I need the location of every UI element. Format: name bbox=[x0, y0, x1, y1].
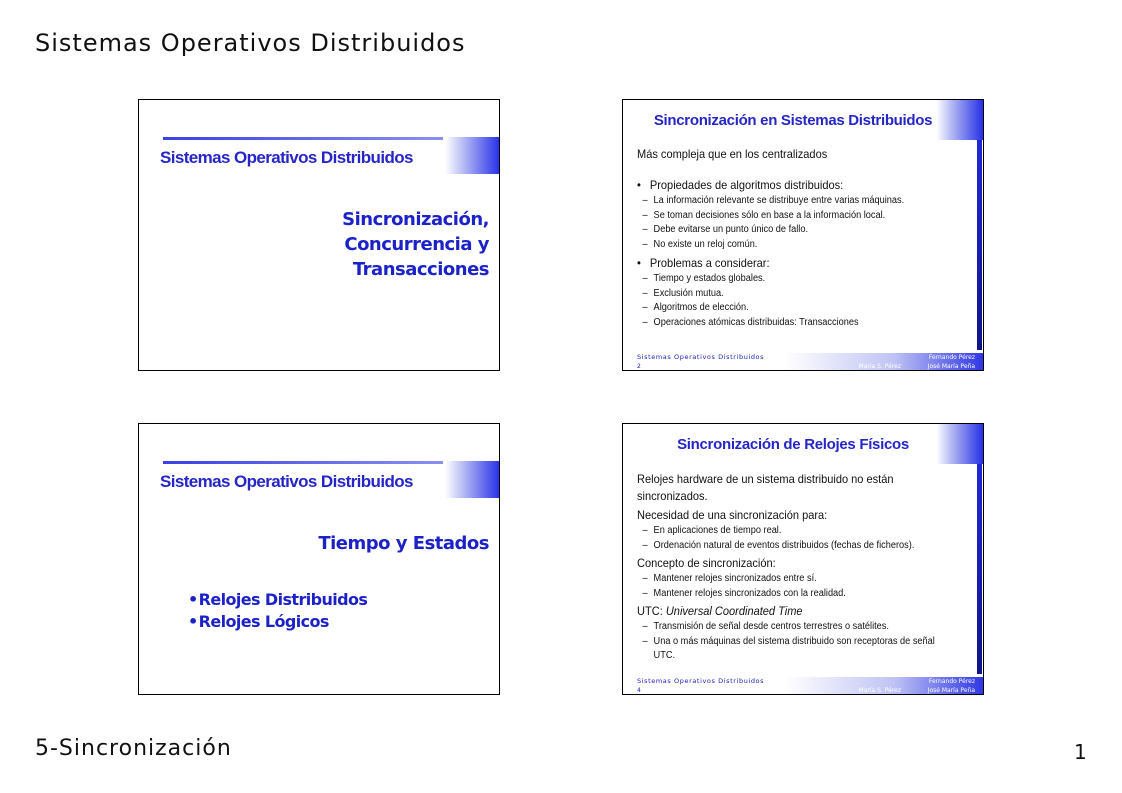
slide-thumbnail-2 bbox=[622, 99, 984, 371]
sub-item: – En aplicaciones de tiempo real. bbox=[637, 524, 944, 539]
slide-footer bbox=[623, 353, 983, 370]
sub-item: – Mantener relojes sincronizados con la realidad. bbox=[637, 587, 944, 602]
footer-author: Fernando Pérez bbox=[928, 678, 975, 685]
bullet-item: • Problemas a considerar: bbox=[637, 255, 944, 272]
slide-body bbox=[637, 471, 971, 664]
sub-item: – Mantener relojes sincronizados entre sí. bbox=[637, 572, 944, 587]
slide-thumbnail-4 bbox=[622, 423, 984, 695]
footer-author: María S. Pérez bbox=[858, 363, 901, 370]
footer-course: Sistemas Operativos Distribuidos bbox=[637, 677, 765, 685]
sub-item: – Debe evitarse un punto único de fallo. bbox=[637, 223, 944, 238]
sub-item: – Se toman decisiones sólo en base a la información local. bbox=[637, 209, 944, 224]
side-bar bbox=[977, 464, 982, 674]
sub-item: – Una o más máquinas del sistema distribuido son receptoras de señal UTC. bbox=[637, 635, 944, 664]
paragraph-text: Necesidad de una sincronización para: bbox=[637, 508, 828, 522]
paragraph-text: Relojes hardware de un sistema distribuido no están bbox=[637, 472, 894, 486]
title-line: Tiempo y Estados bbox=[318, 533, 489, 554]
paragraph-text: Concepto de sincronización: bbox=[637, 556, 776, 570]
footer-author: María S. Pérez bbox=[858, 687, 901, 694]
sub-item: – Tiempo y estados globales. bbox=[637, 272, 944, 287]
bullet-item: • Propiedades de algoritmos distribuidos: bbox=[637, 177, 944, 194]
page-header-title: Sistemas Operativos Distribuidos bbox=[35, 29, 466, 57]
page-number: 1 bbox=[1074, 740, 1087, 764]
utc-expansion: Universal Coordinated Time bbox=[665, 604, 803, 618]
footer-author: Fernando Pérez bbox=[928, 354, 975, 361]
slide-title bbox=[342, 207, 489, 282]
sub-item: – No existe un reloj común. bbox=[637, 238, 944, 253]
side-bar bbox=[977, 140, 982, 350]
title-line: Transacciones bbox=[352, 259, 489, 280]
slide-title bbox=[318, 531, 489, 556]
slide-title: Sincronización de Relojes Físicos bbox=[677, 436, 909, 453]
slide-title: Sincronización en Sistemas Distribuidos bbox=[653, 112, 933, 129]
sub-item: – Exclusión mutua. bbox=[637, 287, 944, 302]
course-title: Sistemas Operativos Distribuidos bbox=[160, 472, 413, 491]
bullet-item: • Relojes Lógicos bbox=[188, 611, 367, 633]
slide-body bbox=[637, 146, 971, 330]
course-title: Sistemas Operativos Distribuidos bbox=[160, 148, 413, 167]
bullet-item: • Relojes Distribuidos bbox=[188, 589, 367, 611]
slide-thumbnail-3 bbox=[138, 423, 500, 695]
page-footer-label: 5-Sincronización bbox=[35, 736, 232, 761]
slide-thumbnail-1 bbox=[138, 99, 500, 371]
sub-item: – La información relevante se distribuye entre varias máquinas. bbox=[637, 194, 944, 209]
sub-item: – Operaciones atómicas distribuidas: Transacciones bbox=[637, 316, 944, 331]
paragraph-text bbox=[637, 603, 944, 620]
sub-item: – Algoritmos de elección. bbox=[637, 301, 944, 316]
slide-footer bbox=[623, 677, 983, 694]
footer-course: Sistemas Operativos Distribuidos bbox=[637, 353, 765, 361]
sub-item: – Transmisión de señal desde centros terrestres o satélites. bbox=[637, 620, 944, 635]
bullet-list bbox=[188, 589, 367, 633]
footer-author: José María Peña bbox=[927, 687, 975, 694]
footer-slide-number: 2 bbox=[637, 363, 641, 370]
sub-item: – Ordenación natural de eventos distribuidos (fechas de ficheros). bbox=[637, 539, 944, 554]
paragraph-text: sincronizados. bbox=[637, 489, 708, 503]
title-line: Sincronización, bbox=[342, 209, 489, 230]
title-line: Concurrencia y bbox=[344, 234, 489, 255]
utc-label: UTC: bbox=[637, 604, 666, 618]
footer-slide-number: 4 bbox=[637, 687, 641, 694]
footer-author: José María Peña bbox=[927, 363, 975, 370]
intro-text: Más compleja que en los centralizados bbox=[637, 147, 828, 161]
